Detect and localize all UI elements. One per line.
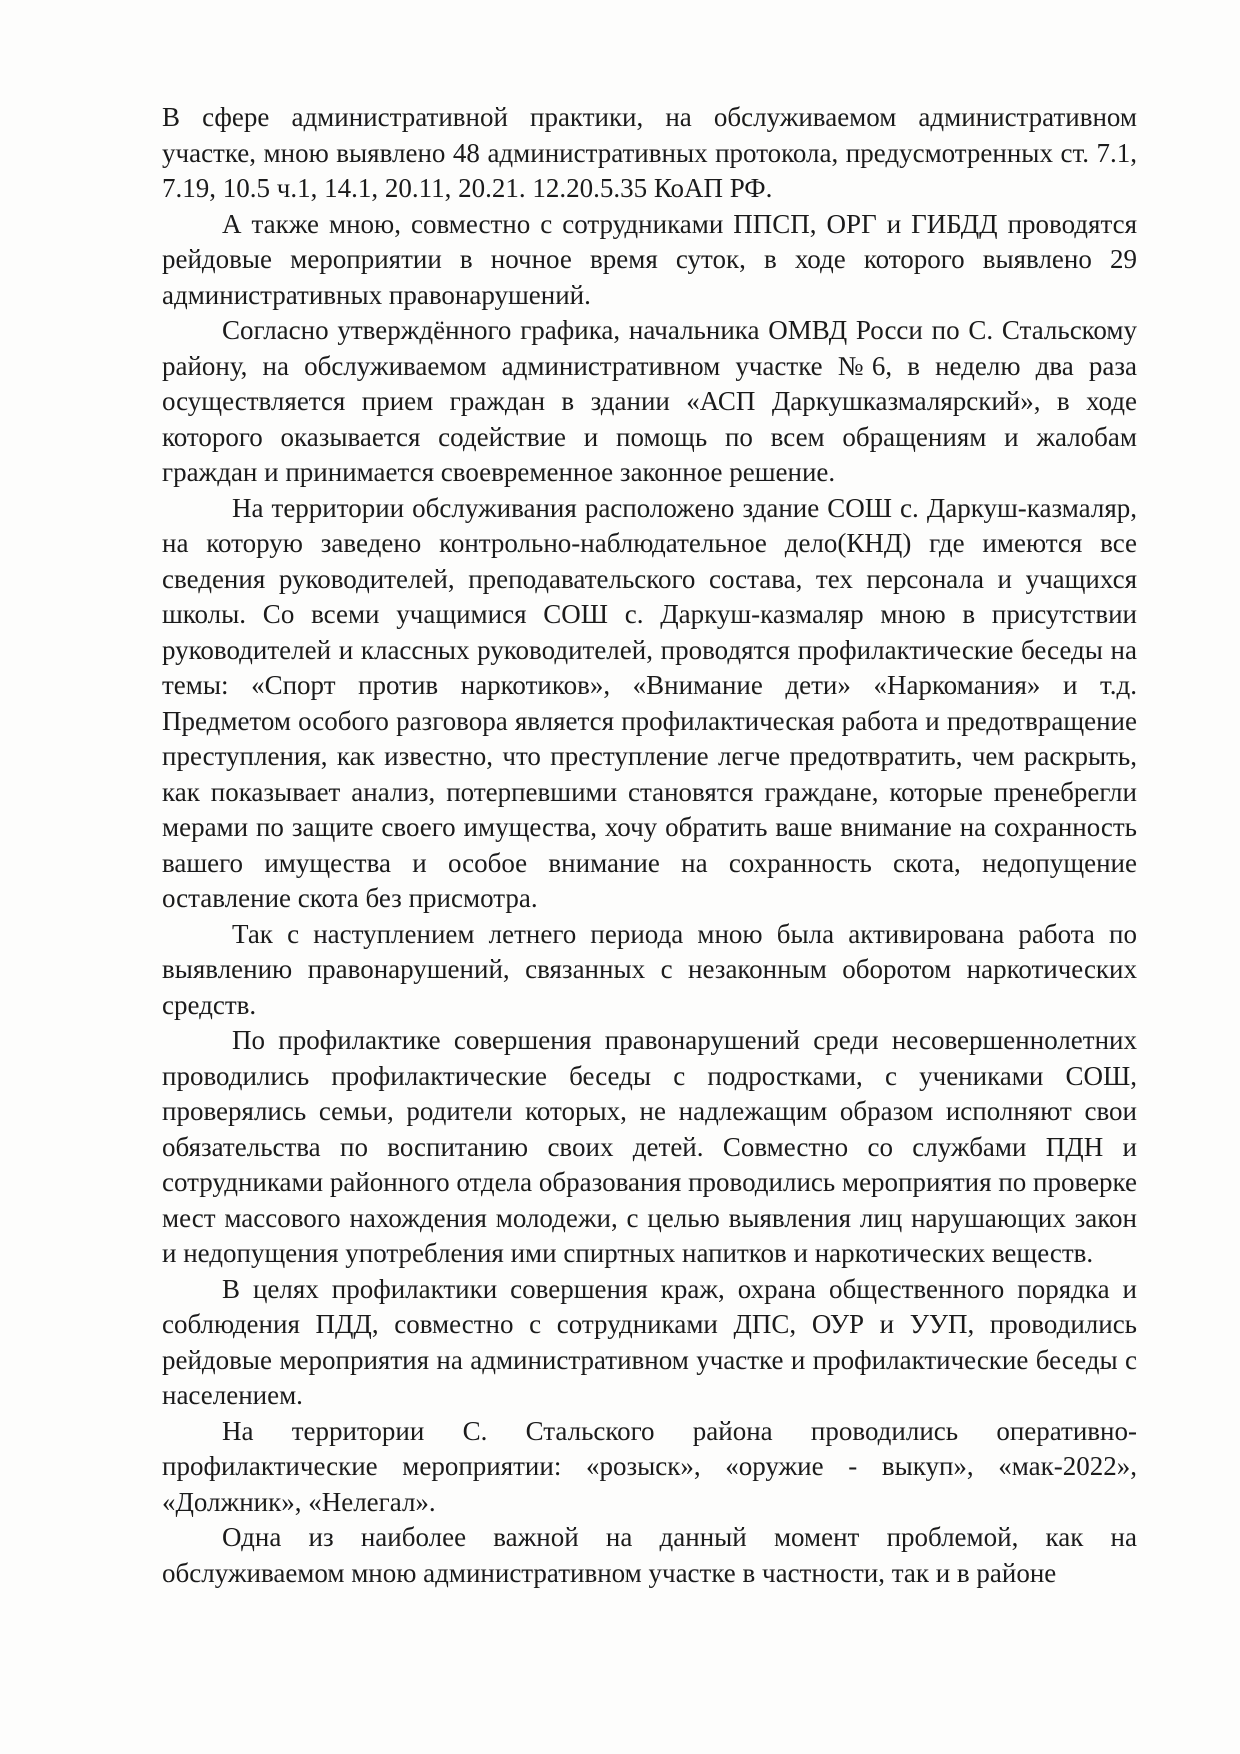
paragraph-operations: На территории С. Стальского района проводились оперативно-профилактические мероприятии: «розыск», «оружие - выкуп», «мак-2022», «Должник», «Нелегал». — [162, 1415, 1137, 1517]
paragraph-theft-prevention: В целях профилактики совершения краж, охрана общественного порядка и соблюдения ПДД, совместно с сотрудниками ДПС, ОУР и УУП, проводились рейдовые мероприятия на административном участке и профилактические беседы с населением. — [162, 1273, 1137, 1410]
paragraph-citizen-reception: Согласно утверждённого графика, начальника ОМВД Росси по С. Стальскому району, на обслуживаемом административном участке №6, в неделю два раза осуществляется прием граждан в здании «АСП Даркушказмалярский», в ходе которого оказывается содействие и помощь по всем обращениям и жалобам граждан и принимается своевременное законное решение. — [162, 315, 1137, 487]
document-body — [162, 100, 1137, 1591]
paragraph-raids: А также мною, совместно с сотрудниками ППСП, ОРГ и ГИБДД проводятся рейдовые мероприятии в ночное время суток, в ходе которого выявлено 29 административных правонарушений. — [162, 208, 1137, 310]
paragraph-problem: Одна из наиболее важной на данный момент проблемой, как на обслуживаемом мною административном участке в частности, так и в районе — [162, 1522, 1137, 1588]
paragraph-minors: По профилактике совершения правонарушений среди несовершеннолетних проводились профилактические беседы с подростками, с учениками СОШ, проверялись семьи, родители которых, не надлежащим образом исполняют свои обязательства по воспитанию своих детей. Совместно со службами ПДН и сотрудниками районного отдела образования проводились мероприятия по проверке мест массового нахождения молодежи, с целью выявления лиц нарушающих закон и недопущения употребления ими спиртных напитков и наркотических веществ. — [162, 1025, 1137, 1268]
paragraph-summer-drugs: Так с наступлением летнего периода мною была активирована работа по выявлению правонарушений, связанных с незаконным оборотом наркотических средств. — [162, 918, 1137, 1020]
paragraph-school: На территории обслуживания расположено здание СОШ с. Даркуш-казмаляр, на которую заведено контрольно-наблюдательное дело(КНД) где имеются все сведения руководителей, преподавательского состава, тех персонала и учащихся школы. Со всеми учащимися СОШ с. Даркуш-казмаляр мною в присутствии руководителей и классных руководителей, проводятся профилактические беседы на темы: «Спорт против наркотиков», «Внимание дети» «Наркомания» и т.д. Предметом особого разговора является профилактическая работа и предотвращение преступления, как известно, что преступление легче предотвратить, чем раскрыть, как показывает анализ, потерпевшими становятся граждане, которые пренебрегли мерами по защите своего имущества, хочу обратить ваше внимание на сохранность вашего имущества и особое внимание на сохранность скота, недопущение оставление скота без присмотра. — [162, 492, 1137, 913]
paragraph-admin-practice: В сфере административной практики, на обслуживаемом административном участке, мною выявлено 48 административных протокола, предусмотренных ст. 7.1, 7.19, 10.5 ч.1, 14.1, 20.11, 20.21. 12.20.5.35 КоАП РФ. — [162, 102, 1137, 203]
